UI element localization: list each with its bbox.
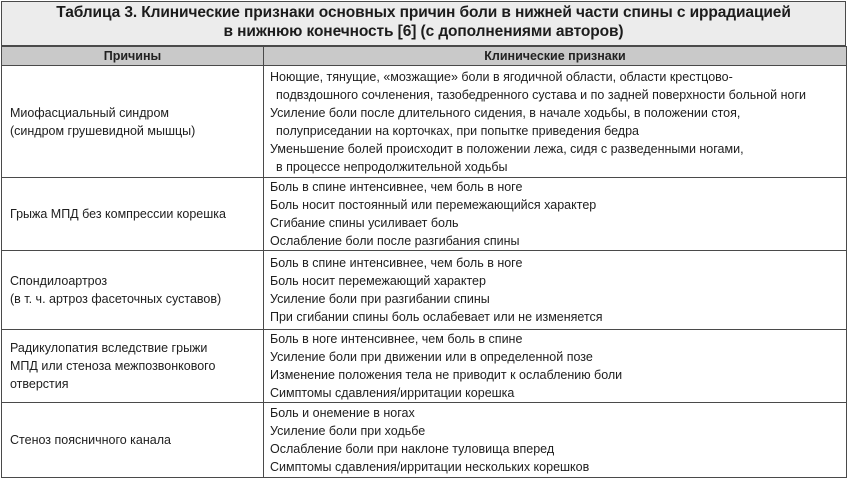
- sign-line: подвздошного сочленения, тазобедренного сустава и по задней поверхности больной ноги: [276, 87, 806, 102]
- signs-cell: [264, 251, 847, 330]
- table-row: [2, 178, 847, 251]
- cause-line: отверстия: [10, 377, 69, 391]
- sign-line: Ослабление боли после разгибания спины: [270, 234, 520, 248]
- table-row: [2, 403, 847, 478]
- cause-line: (синдром грушевидной мышцы): [10, 123, 196, 138]
- sign-line: Сгибание спины усиливает боль: [270, 216, 459, 230]
- sign-line: Ослабление боли при наклоне туловища вперед: [270, 442, 555, 456]
- sign-line: При сгибании спины боль ослабевает или не изменяется: [270, 310, 603, 324]
- signs-cell: [264, 66, 847, 178]
- cause-cell: [2, 66, 264, 178]
- sign-line: Боль и онемение в ногах: [270, 406, 415, 420]
- column-header-cause: Причины: [2, 47, 264, 66]
- sign-line: Боль в спине интенсивнее, чем боль в ноге: [270, 256, 523, 270]
- table-row: [2, 66, 847, 178]
- sign-line: Изменение положения тела не приводит к ослаблению боли: [270, 368, 623, 382]
- sign-line: Усиление боли при движении или в определенной позе: [270, 350, 593, 364]
- table-row: [2, 330, 847, 403]
- cause-cell: [2, 330, 264, 403]
- table-title: [1, 1, 846, 46]
- sign-line: Боль в спине интенсивнее, чем боль в ноге: [270, 180, 523, 194]
- sign-line: Симптомы сдавления/ирритации корешка: [270, 386, 515, 400]
- cause-line: (в т. ч. артроз фасеточных суставов): [10, 292, 222, 306]
- sign-line: Симптомы сдавления/ирритации нескольких корешков: [270, 460, 590, 474]
- cause-line: МПД или стеноза межпозвонкового: [10, 359, 216, 373]
- sign-line: Ноющие, тянущие, «мозжащие» боли в ягодичной области, области крестцово-: [270, 69, 733, 84]
- cause-line: Спондилоартроз: [10, 274, 108, 288]
- table-header-row: [2, 47, 847, 66]
- cause-line: Стеноз поясничного канала: [10, 433, 171, 447]
- sign-line: Уменьшение болей происходит в положении лежа, сидя с разведенными ногами,: [270, 141, 744, 156]
- cause-cell: [2, 178, 264, 251]
- table-row: [2, 251, 847, 330]
- sign-line: Боль в ноге интенсивнее, чем боль в спине: [270, 332, 523, 346]
- column-header-signs: Клинические признаки: [264, 47, 847, 66]
- document-page: [1, 1, 848, 491]
- cause-line: Миофасциальный синдром: [10, 105, 170, 120]
- sign-line: полуприседании на корточках, при попытке приведения бедра: [276, 123, 639, 138]
- cause-line: Радикулопатия вследствие грыжи: [10, 341, 208, 355]
- sign-line: Боль носит перемежающий характер: [270, 274, 486, 288]
- sign-line: Усиление боли при ходьбе: [270, 424, 426, 438]
- clinical-signs-table: [1, 46, 847, 478]
- cause-cell: [2, 403, 264, 478]
- table-title-line-1: Таблица 3. Клинические признаки основных причин боли в нижней части спины с иррадиацией: [56, 4, 791, 21]
- sign-line: Усиление боли при разгибании спины: [270, 292, 490, 306]
- signs-cell: [264, 403, 847, 478]
- sign-line: Усиление боли после длительного сидения, в начале ходьбы, в положении стоя,: [270, 105, 741, 120]
- sign-line: в процессе непродолжительной ходьбы: [276, 159, 508, 174]
- signs-cell: [264, 330, 847, 403]
- cause-line: Грыжа МПД без компрессии корешка: [10, 207, 226, 221]
- signs-cell: [264, 178, 847, 251]
- sign-line: Боль носит постоянный или перемежающийся характер: [270, 198, 597, 212]
- table-title-line-2: в нижнюю конечность [6] (с дополнениями авторов): [223, 23, 624, 40]
- cause-cell: [2, 251, 264, 330]
